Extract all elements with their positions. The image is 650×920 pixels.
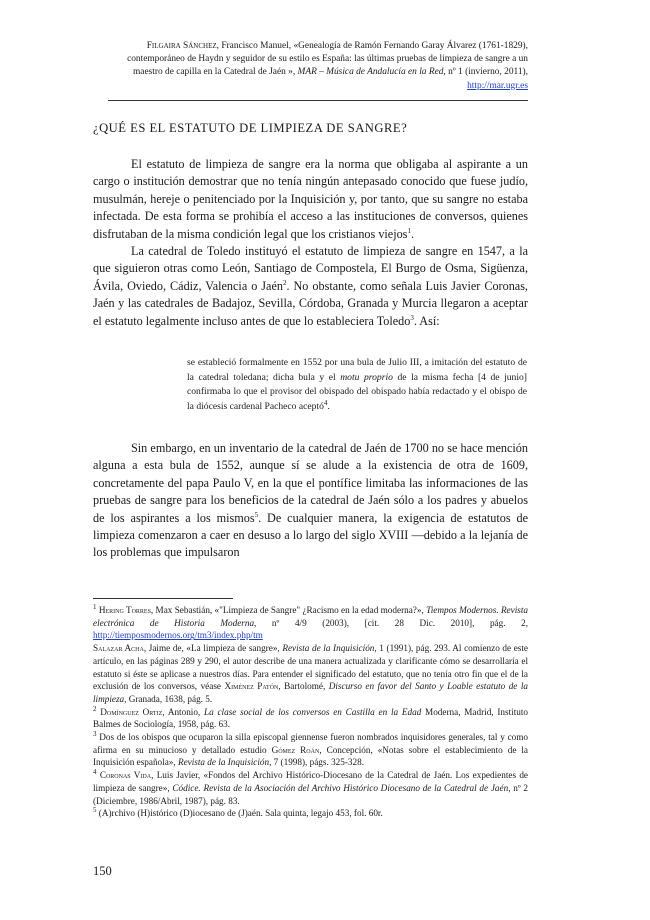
header-citation: , Francisco Manuel, «Genealogía de Ramón Fernando Garay Álvarez (1761-1829), contemporáneo de Haydn y seguidor de su estilo es España: las últimas pruebas de limpieza de sangre a un maestro de capilla en la Catedral de Jaén », [127, 41, 528, 78]
header-author-surname: Filgaira Sánchez [146, 41, 217, 51]
header-divider [108, 100, 528, 101]
footnote-ref-3[interactable]: 3 [410, 313, 414, 322]
footnote-ref-1[interactable]: 1 [407, 226, 411, 235]
body-text-lower [93, 440, 528, 562]
header-journal: MAR – Música de Andalucía en la Red [297, 67, 444, 78]
footnote-5: $^5$ (A)rchivo (H)istórico (D)iocesano de (J)aén. Sala quinta, legajo 453, fol. 60r. [93, 806, 383, 819]
footnote-ref-4[interactable]: 4 [323, 398, 328, 407]
footnote-2: $^2$ Domínguez Ortiz, Antonio, La clase social de los conversos en Castilla en la Edad Moderna, Madrid, Instituto Balmes de Sociología, 1958, pág. 63. [93, 704, 528, 730]
header-link[interactable]: http://mar.ugr.es [467, 80, 528, 91]
paragraph-2: La catedral de Toledo instituyó el estatuto de limpieza de sangre en 1547, a la que siguieron otras como León, Santiago de Compostela, El Burgo de Osma, Sigüenza, Ávila, Oviedo, Cádiz, Valencia o Jaén$^2$. No obstante, como señala Luis Javier Coronas, Jaén y las catedrales de Badajoz, Sevilla, Córdoba, Granada y Murcia llegaron a aceptar el estatuto legalmente incluso antes de que lo estableciera Toledo$^3$. Así: [93, 244, 528, 328]
header-issue: , nº 1 (invierno, 2011), [443, 67, 528, 78]
footnote-4: $^4$ Coronas Vida, Luis Javier, «Fondos del Archivo Histórico-Diocesano de la Catedral de Jaén. Los expedientes de limpieza de sangre», Códice. Revista de la Asociación del Archivo Histórico Diocesano de la Catedral de Jaén, nº 2 (Diciembre, 1986/Abril, 1987), pág. 83. [93, 768, 529, 806]
footnote-3: $^3$ Dos de los obispos que ocuparon la silla episcopal giennense fueron nombrados inquisidores generales, tal y como afirma en su minucioso y detallado estudio Gómez Roán, Concepción, «Notas sobre el establecimiento de la Inquisición española», Revista de la Inquisición, 7 (1998), págs. 325-328. [93, 729, 528, 768]
block-quote: se estableció formalmente en 1552 por una bula de Julio III, a imitación del estatuto de la catedral toledana; dicha bula y el motu proprio de la misma fecha [4 de junio] confirmaba lo que el provisor del obispado del obispado había redactado y el obispo de la diócesis cardenal Pacheco aceptó$^4$. [187, 357, 527, 412]
footnote-ref-5[interactable]: 5 [254, 510, 259, 519]
body-text-upper [93, 156, 528, 330]
footnote-1-link[interactable]: http://tiemposmodernos.org/tm3/index.php/tm [93, 630, 263, 641]
paragraph-1: El estatuto de limpieza de sangre era la norma que obligaba al aspirante a un cargo o institución demostrar que no tenía ningún antepasado conocido que fuese judío, musulmán, hereje o penitenciado por la Inquisición y, por tanto, que su sangre no estaba infectada. De esta forma se prohibía el acceso a las instituciones de conversos, quienes disfrutaban de la misma condición legal que los cristianos viejos$^1$. [93, 157, 528, 241]
footnote-1: $^1$ Hering Torres, Max Sebastián, «"Limpieza de Sangre" ¿Racismo en la edad moderna?», Tiempos Modernos. Revista electrónica de Historia Moderna, nº 4/9 (2003), [cit. 28 Dic. 2010], pág. 2, http://tiemposmodernos.org/tm3/index.php/tm Salazar Acha, Jaime de, «La limpieza de sangre», Revista de la Inquisición, 1 (1991), pág. 293. Al comienzo de este artículo, en las páginas 289 y 290, el autor describe de una manera actualizada y clarificante cómo se desarrollaría el estatuto si éste se aplicase a nuestros días. Para entender el significado del estatuto, que no tenía otro fin que el de la exclusión de los conversos, véase Ximénez Patón, Bartolomé, Discurso en favor del Santo y Loable estatuto de la limpieza, Granada, 1638, pág. 5. [93, 602, 529, 704]
footnote-ref-2[interactable]: 2 [282, 278, 287, 287]
section-title: ¿QUÉ ES EL ESTATUTO DE LIMPIEZA DE SANGRE? [93, 121, 408, 135]
footnotes [93, 604, 528, 820]
footnote-divider [93, 598, 233, 599]
running-header [108, 40, 528, 93]
page-number: 150 [93, 864, 112, 878]
paragraph-3: Sin embargo, en un inventario de la catedral de Jaén de 1700 no se hace mención alguna a esta bula de 1552, aunque sí se alude a la existencia de otra de 1609, concretamente del papa Paulo V, en la que el pontífice limitaba las informaciones de las pruebas de sangre para los beneficios de la catedral de Jaén sólo a los padres y abuelos de los aspirantes a los mismos$^5$. De cualquier manera, la exigencia de estatutos de limpieza comenzaron a caer en desuso a lo largo del siglo XVIII —debido a la lejanía de los problemas que impulsaron [93, 441, 529, 560]
